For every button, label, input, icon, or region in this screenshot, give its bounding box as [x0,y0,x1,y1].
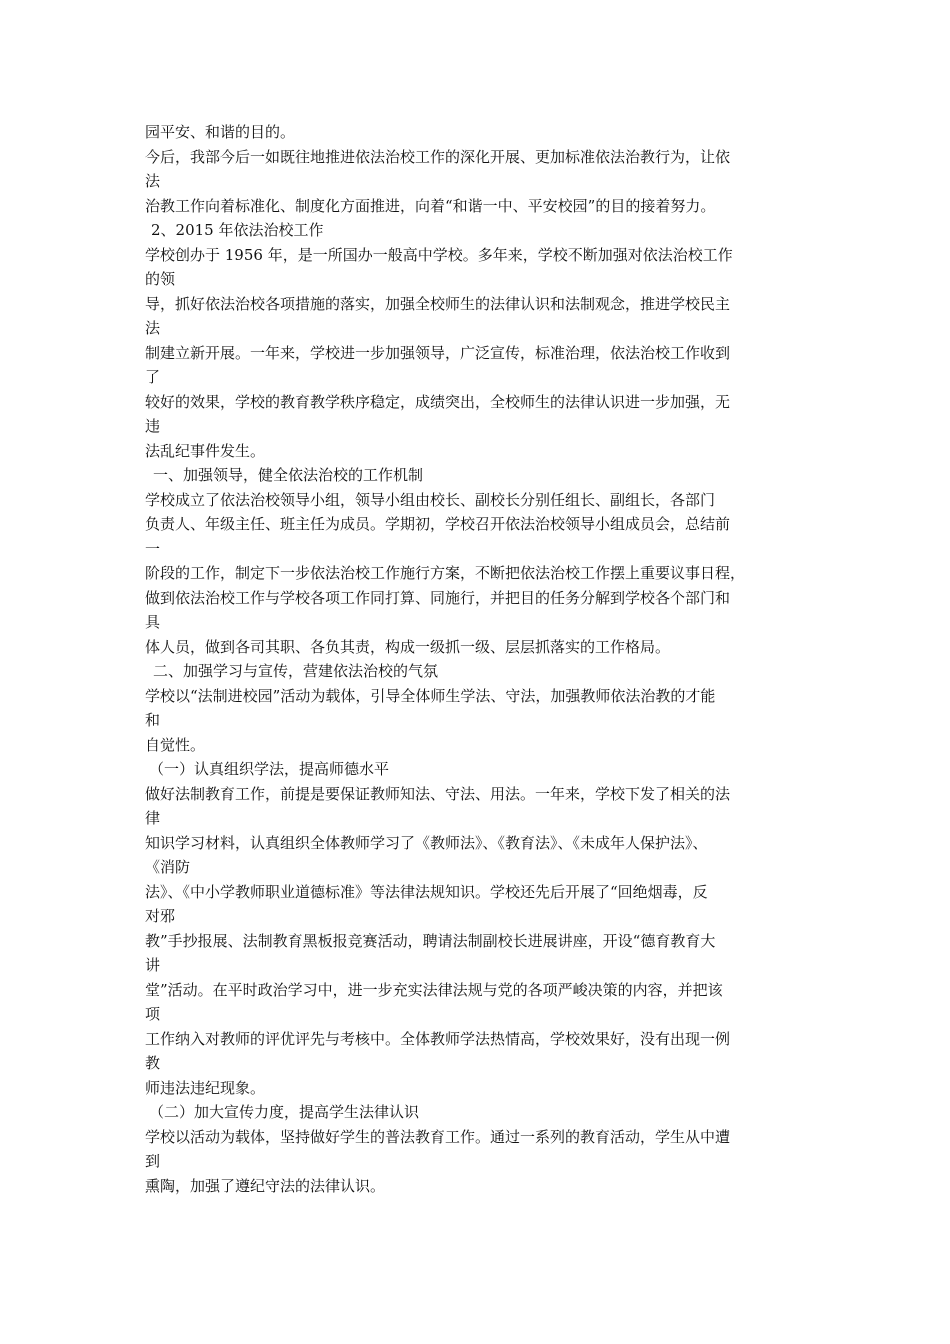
text-line: 对邪 [145,907,176,925]
text-line: 讲 [145,956,161,974]
text-line: 到 [145,1152,161,1170]
text-line: 知识学习材料，认真组织全体教师学习了《教师法》、《教育法》、《未成年人保护法》、 [145,833,708,852]
text-line: 园平安、和谐的目的。 [145,123,296,141]
text-line: 教 [145,1054,161,1072]
text-line: 项 [145,1005,161,1023]
text-line: 和 [145,711,161,729]
text-line: 做到依法治校工作与学校各项工作同打算、同施行，并把目的任务分解到学校各个部门和 [145,588,731,607]
text-line: 律 [145,809,161,827]
text-line: 2、2015 年依法治校工作 [151,221,324,239]
text-line: 治教工作向着标准化、制度化方面推进，向着“和谐一中、平安校园”的目的接着努力。 [145,196,716,215]
text-line: 阶段的工作，制定下一步依法治校工作施行方案，不断把依法治校工作摆上重要议事日程， [145,564,746,582]
text-line: 学校成立了依法治校领导小组，领导小组由校长、副校长分别任组长、副组长，各部门 [145,490,716,509]
text-line: 一 [145,539,161,558]
text-line: （二）加大宣传力度，提高学生法律认识 [149,1103,420,1121]
text-line: 较好的效果，学校的教育教学秩序稳定，成绩突出，全校师生的法律认识进一步加强，无 [145,392,731,411]
document-body [145,120,845,1198]
text-line: 做好法制教育工作，前提是要保证教师知法、守法、用法。一年来，学校下发了相关的法 [145,784,731,803]
text-line: 法乱纪事件发生。 [145,441,266,460]
text-line: 师违法违纪现象。 [145,1078,266,1097]
text-line: 导，抓好依法治校各项措施的落实，加强全校师生的法律认识和法制观念，推进学校民主 [145,294,731,313]
text-line: 学校以活动为载体，坚持做好学生的普法教育工作。通过一系列的教育活动，学生从中遭 [145,1127,731,1146]
text-line: 违 [145,417,161,435]
text-line: 的领 [145,270,176,288]
text-line: 学校创办于 1956 年，是一所国办一般高中学校。多年来，学校不断加强对依法治校工作 [145,245,733,264]
text-line: 工作纳入对教师的评优评先与考核中。全体教师学法热情高，学校效果好，没有出现一例 [145,1029,731,1048]
text-line: 一、加强领导，健全依法治校的工作机制 [153,466,424,484]
text-line: 熏陶，加强了遵纪守法的法律认识。 [145,1176,386,1195]
text-line: 自觉性。 [145,735,206,754]
text-line: 体人员，做到各司其职、各负其责，构成一级抓一级、层层抓落实的工作格局。 [145,637,671,656]
text-line: 《消防 [145,858,191,876]
text-line: 了 [145,368,161,386]
text-line: 教”手抄报展、法制教育黑板报竞赛活动，聘请法制副校长进展讲座，开设“德育教育大 [145,931,716,950]
text-line: 负责人、年级主任、班主任为成员。学期初，学校召开依法治校领导小组成员会，总结前 [145,515,731,533]
text-line: 具 [145,613,161,631]
text-line: 堂”活动。在平时政治学习中，进一步充实法律法规与党的各项严峻决策的内容，并把该 [145,980,723,999]
text-line: （一）认真组织学法，提高师德水平 [149,760,390,778]
text-line: 学校以“法制进校园”活动为载体，引导全体师生学法、守法，加强教师依法治教的才能 [145,686,716,705]
text-line: 二、加强学习与宣传，营建依法治校的气氛 [153,662,439,680]
text-line: 法 [145,319,161,337]
text-line: 法》、《中小学教师职业道德标准》等法律法规知识。学校还先后开展了“回绝烟毒，反 [145,882,708,901]
text-line: 今后，我部今后一如既往地推进依法治校工作的深化开展、更加标准依法治教行为，让依 [145,147,731,166]
text-line: 法 [145,172,161,190]
text-line: 制建立新开展。一年来，学校进一步加强领导，广泛宣传，标准治理，依法治校工作收到 [145,343,731,362]
